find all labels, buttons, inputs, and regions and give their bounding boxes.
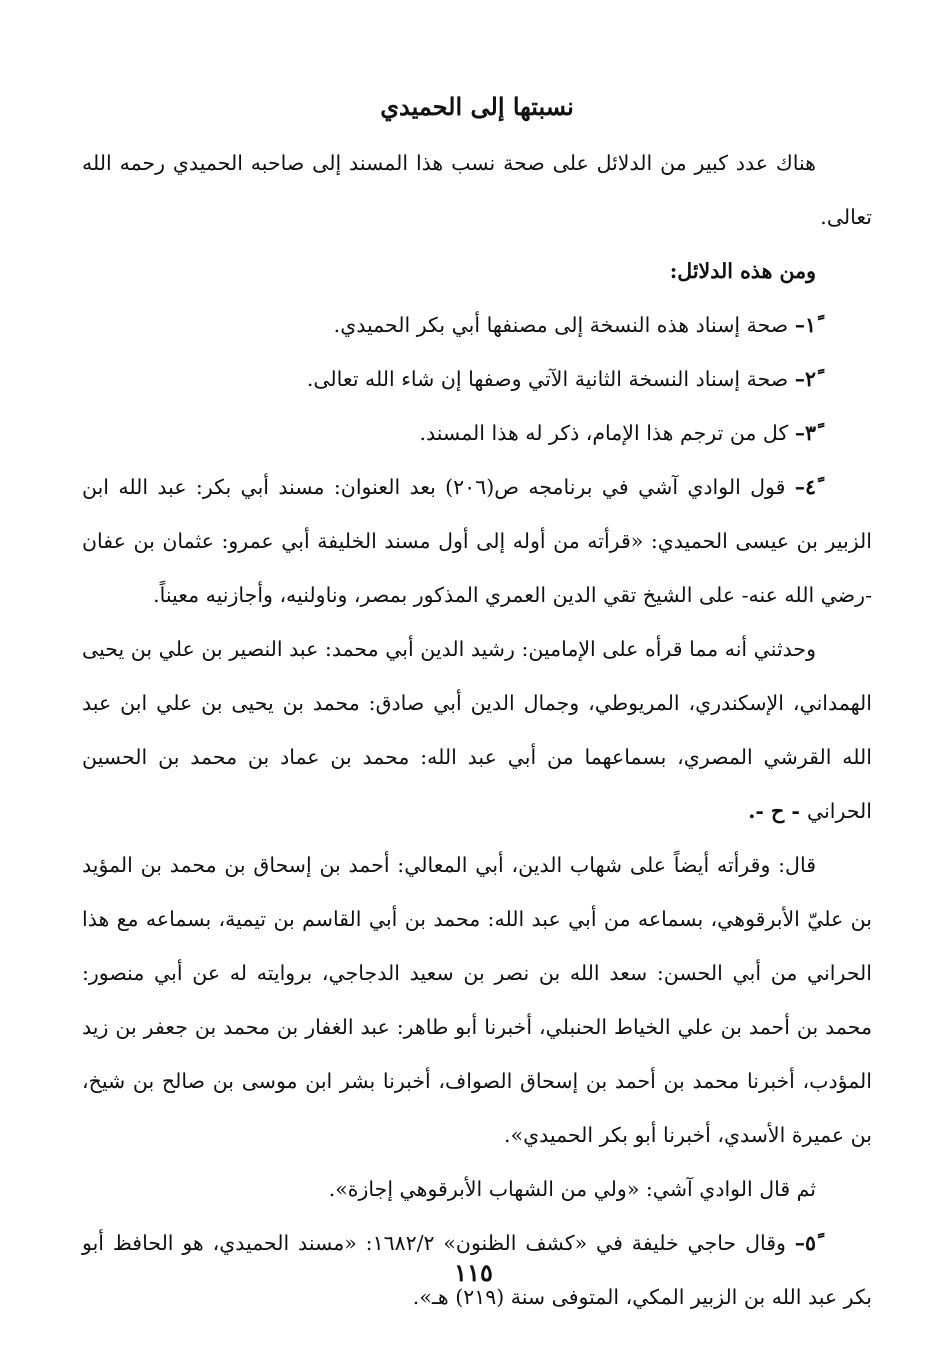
item-text: وقال حاجي خليفة في «كشف الظنون» ١٦٨٢/٢: «مسند الحميدي، هو الحافظ أبو بكر عبد الله بن الزبير المكي، المتوفى سنة (٢١٩) هـ».	[82, 1231, 872, 1309]
item-number: ٤ً–	[794, 475, 816, 499]
evidence-item-1	[82, 298, 872, 352]
paragraph-text: وحدثني أنه مما قرأه على الإمامين: رشيد الدين أبي محمد: عبد النصير بن علي بن يحيى الهمداني، الإسكندري، المريوطي، وجمال الدين أبي صادق: محمد بن يحيى بن علي ابن عبد الله القرشي المصري، بسماعهما من أبي عبد الله: محمد بن عماد بن محمد بن الحسين الحراني	[82, 637, 872, 823]
evidence-heading: ومن هذه الدلائل:	[669, 259, 816, 283]
page-body	[82, 78, 872, 1324]
item-number: ٥ً–	[794, 1231, 817, 1255]
evidence-item-4	[82, 460, 872, 622]
intro-paragraph: هناك عدد كبير من الدلائل على صحة نسب هذا المسند إلى صاحبه الحميدي رحمه الله تعالى.	[82, 151, 872, 229]
item-text: قول الوادي آشي في برنامجه ص(٢٠٦) بعد العنوان: مسند أبي بكر: عبد الله ابن الزبير بن عيسى الحميدي: «قرأته من أوله إلى أول مسند الخليفة أبي عمرو: عثمان بن عفان -رضي الله عنه- على الشيخ تقي الدين العمري المذكور بمصر، وناولنيه، وأجازنيه معيناً.	[82, 475, 872, 607]
qal-paragraph: قال: وقرأته أيضاً على شهاب الدين، أبي المعالي: أحمد بن إسحاق بن محمد بن المؤيد بن عليّ الأبرقوهي، بسماعه من أبي عبد الله: محمد بن أبي القاسم بن تيمية، بسماعه مع هذا الحراني من أبي الحسن: سعد الله بن نصر بن سعيد الدجاجي، بروايته له عن أبي منصور: محمد بن أحمد بن علي الخياط الحنبلي، أخبرنا أبو طاهر: عبد الغفار بن محمد بن جعفر بن زيد المؤدب، أخبرنا محمد بن أحمد بن إسحاق الصواف، أخبرنا بشر ابن موسى بن صالح بن شيخ، بن عميرة الأسدي، أخبرنا أبو بكر الحميدي».	[82, 853, 872, 1147]
item-text: صحة إسناد هذه النسخة إلى مصنفها أبي بكر الحميدي.	[333, 313, 795, 337]
item-number: ٢ً–	[794, 367, 816, 391]
item-number: ١ً–	[794, 313, 816, 337]
thumma-paragraph: ثم قال الوادي آشي: «ولي من الشهاب الأبرقوهي إجازة».	[328, 1177, 816, 1201]
item-text: كل من ترجم هذا الإمام، ذكر له هذا المسند.	[419, 421, 795, 445]
ha-mark: - ح -.	[748, 799, 808, 823]
item-text: صحة إسناد النسخة الثانية الآتي وصفها إن شاء الله تعالى.	[306, 367, 795, 391]
evidence-item-2	[82, 352, 872, 406]
page-title: نسبتها إلى الحميدي	[380, 92, 574, 121]
wahaddathani-paragraph	[82, 622, 872, 838]
evidence-item-3	[82, 406, 872, 460]
item-number: ٣ً–	[794, 421, 816, 445]
page-number: ١١٥	[454, 1258, 493, 1287]
